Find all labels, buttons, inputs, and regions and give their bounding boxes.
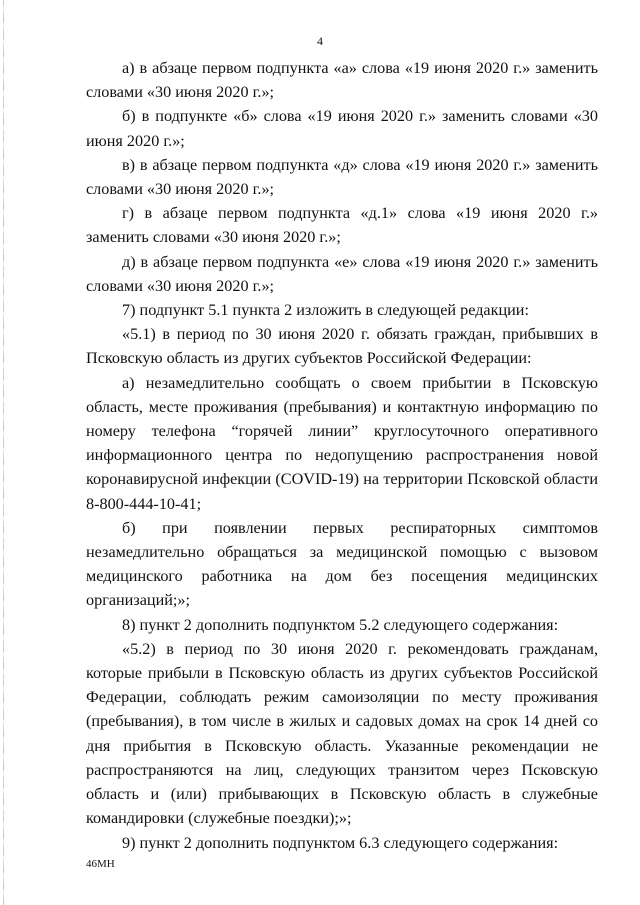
paragraph-subitem-5-1-a: а) незамедлительно сообщать о своем прибытии в Псковскую область, месте проживания (пребывания) и контактную информацию по номеру телефона “горячей линии” круглосуточного оперативного информационного центра по недопущению распространения новой коронавирусной инфекции (COVID-19) на территории Псковской области 8-800-444-10-41; — [86, 373, 598, 513]
paragraph-amend-g: г) в абзаце первом подпункта «д.1» слова «19 июня 2020 г.» заменить словами «30 июня 2020 г.»; — [86, 204, 598, 247]
page-number: 4 — [317, 34, 323, 48]
paragraph-amend-b: б) в подпункте «б» слова «19 июня 2020 г.» заменить словами «30 июня 2020 г.»; — [86, 107, 598, 150]
paragraph-subitem-5-1: «5.1) в период по 30 июня 2020 г. обязать граждан, прибывших в Псковскую область из других субъектов Российской Федерации: — [86, 325, 598, 368]
scan-edge-artifact — [3, 0, 4, 905]
paragraph-item-9: 9) пункт 2 дополнить подпунктом 6.3 следующего содержания: — [122, 833, 559, 852]
paragraph-amend-v: в) в абзаце первом подпункта «д» слова «19 июня 2020 г.» заменить словами «30 июня 2020 г.»; — [86, 155, 598, 199]
paragraph-subitem-5-2: «5.2) в период по 30 июня 2020 г. рекомендовать гражданам, которые прибыли в Псковскую область из других субъектов Российской Федерации, соблюдать режим самоизоляции по месту проживания (пребывания), в том числе в жилых и садовых домах на срок 14 дней со дня прибытия в Псковскую область. Указанные рекомендации не распространяются на лиц, следующих транзитом через Псковскую область и (или) прибывающих в Псковскую область в служебные командировки (служебные поездки);»; — [86, 639, 598, 828]
document-body — [86, 56, 598, 855]
footer-code: 46МН — [86, 858, 115, 870]
paragraph-amend-a: а) в абзаце первом подпункта «а» слова «19 июня 2020 г.» заменить словами «30 июня 2020 г.»; — [86, 59, 598, 102]
paragraph-item-8: 8) пункт 2 дополнить подпунктом 5.2 следующего содержания: — [122, 615, 559, 634]
paragraph-subitem-5-1-b: б) при появлении первых респираторных симптомов незамедлительно обращаться за медицинской помощью с вызовом медицинского работника на дом без посещения медицинских организаций;»; — [86, 518, 598, 610]
paragraph-amend-d: д) в абзаце первом подпункта «е» слова «19 июня 2020 г.» заменить словами «30 июня 2020 г.»; — [86, 252, 598, 295]
paragraph-item-7: 7) подпункт 5.1 пункта 2 изложить в следующей редакции: — [122, 301, 529, 320]
